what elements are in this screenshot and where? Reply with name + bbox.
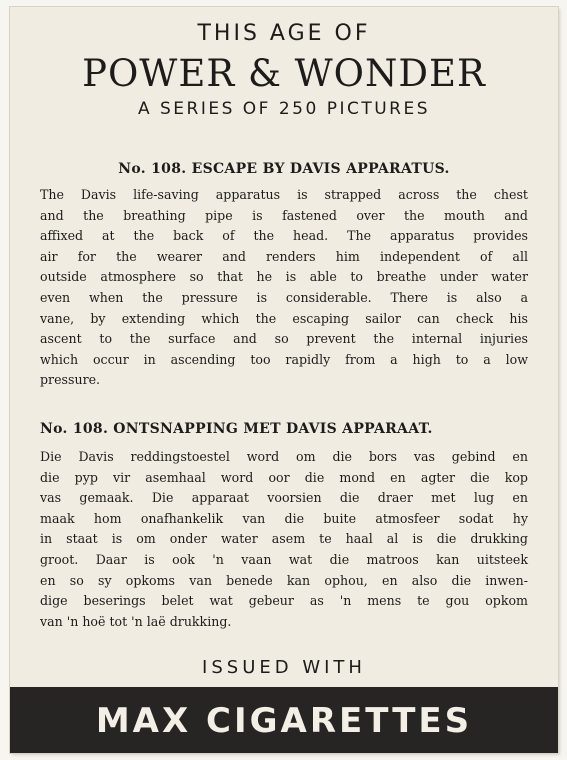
- series-title-line1: THIS AGE OF: [197, 21, 371, 46]
- english-line: The Davis life-saving apparatus is strapped across the chest: [40, 187, 528, 202]
- afrikaans-line: dige beserings belet wat gebeur as 'n mens te gou opkom: [40, 593, 528, 609]
- issued-with-label: ISSUED WITH: [202, 657, 366, 678]
- afrikaans-line: die pyp vir asemhaal word oor die mond en agter die kop: [40, 469, 528, 485]
- english-line: and the breathing pipe is fastened over the mouth and: [40, 207, 528, 223]
- series-title-main: POWER & WONDER: [82, 52, 486, 95]
- brand-name: MAX CIGARETTES: [95, 701, 473, 741]
- english-line: even when the pressure is considerable. There is also a: [40, 289, 528, 305]
- english-line: ascent to the surface and so prevent the internal injuries: [40, 331, 528, 347]
- english-line: air for the wearer and renders him independent of all: [40, 248, 528, 264]
- english-line: which occur in ascending too rapidly from a high to a low: [40, 351, 528, 367]
- english-line: outside atmosphere so that he is able to breathe under water: [40, 269, 528, 285]
- afrikaans-line: van 'n hoë tot 'n laë drukking.: [40, 613, 232, 629]
- english-line: vane, by extending which the escaping sailor can check his: [40, 310, 528, 326]
- brand-banner: [10, 687, 558, 753]
- afrikaans-description: [40, 447, 528, 632]
- afrikaans-line: groot. Daar is ook 'n vaan wat die matroos kan uitsteek: [40, 551, 528, 567]
- afrikaans-line: in staat is om onder water asem te haal al is die drukking: [40, 531, 528, 547]
- afrikaans-line: Die Davis reddingstoestel word om die bors vas gebind en: [40, 449, 528, 464]
- english-line: pressure.: [40, 372, 101, 388]
- english-heading: No. 108. ESCAPE BY DAVIS APPARATUS.: [118, 161, 450, 177]
- series-subtitle: A SERIES OF 250 PICTURES: [137, 99, 431, 119]
- afrikaans-line: en so sy opkoms van benede kan ophou, en also die inwen-: [40, 572, 528, 588]
- afrikaans-heading: No. 108. ONTSNAPPING MET DAVIS APPARAAT.: [40, 421, 433, 437]
- afrikaans-line: maak hom onafhankelik van die buite atmosfeer sodat hy: [40, 510, 528, 526]
- english-description: [40, 185, 528, 391]
- cigarette-card: [10, 7, 558, 753]
- english-line: affixed at the back of the head. The apparatus provides: [40, 228, 528, 244]
- afrikaans-line: vas gemaak. Die apparaat voorsien die draer met lug en: [40, 490, 528, 506]
